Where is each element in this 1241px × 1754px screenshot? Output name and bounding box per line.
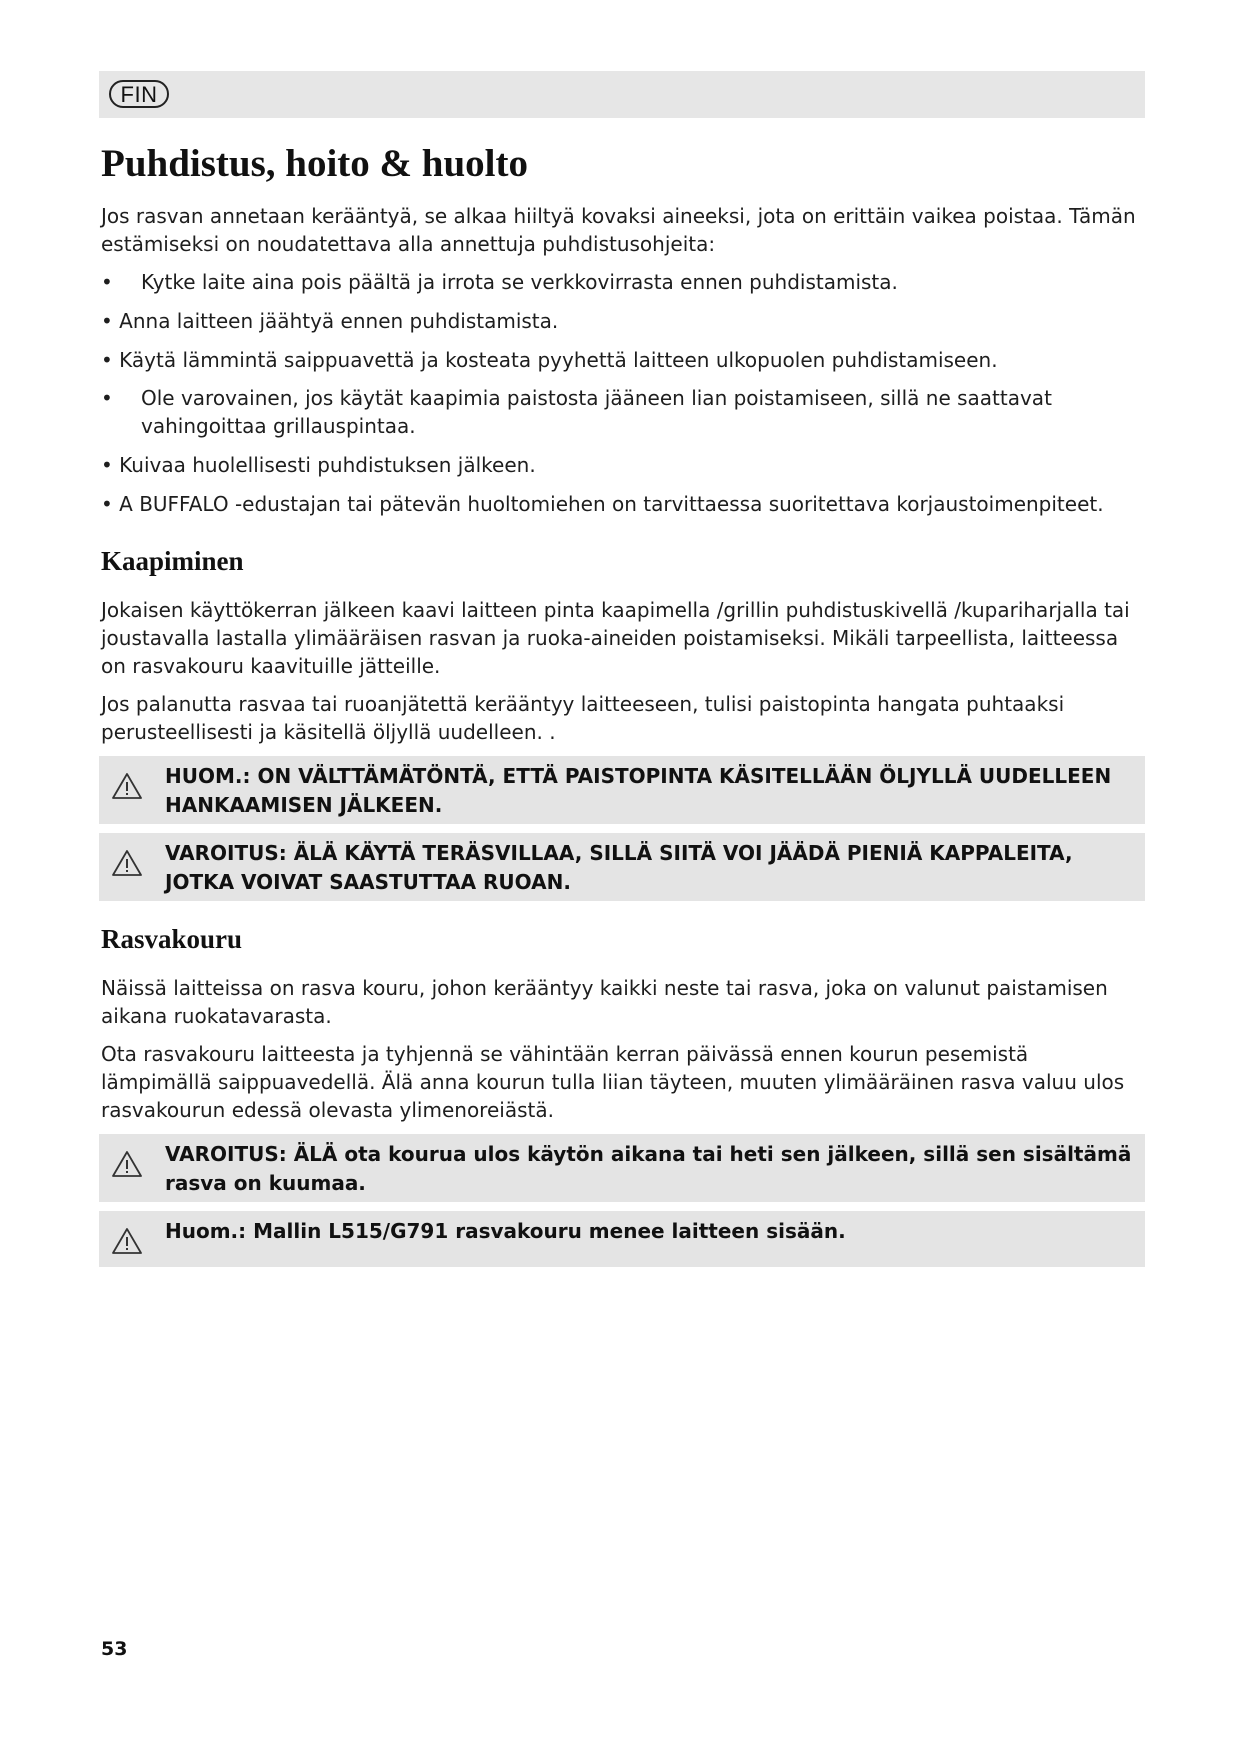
warning-box bbox=[99, 833, 1145, 901]
warning-text: VAROITUS: ÄLÄ KÄYTÄ TERÄSVILLAA, SILLÄ SIITÄ VOI JÄÄDÄ PIENIÄ KAPPALEITA, JOTKA VOIVAT SAASTUTTAA RUOAN. bbox=[165, 841, 1073, 894]
warning-text: VAROITUS: ÄLÄ ota kourua ulos käytön aikana tai heti sen jälkeen, sillä sen sisältämä rasva on kuumaa. bbox=[165, 1142, 1132, 1195]
bullet-item bbox=[101, 490, 1141, 518]
bullet-dot: • bbox=[101, 309, 113, 333]
bullet-text: Ole varovainen, jos käytät kaapimia paistosta jääneen lian poistamiseen, sillä ne saattavat vahingoittaa grillauspintaa. bbox=[141, 386, 1052, 438]
warning-text: HUOM.: ON VÄLTTÄMÄTÖNTÄ, ETTÄ PAISTOPINTA KÄSITELLÄÄN ÖLJYLLÄ UUDELLEEN HANKAAMISEN JÄLKEEN. bbox=[165, 764, 1112, 817]
bullet-text: Anna laitteen jäähtyä ennen puhdistamista. bbox=[119, 309, 559, 333]
warning-box bbox=[99, 756, 1145, 824]
warning-triangle-icon bbox=[111, 772, 143, 800]
section-heading-grease-tray: Rasvakouru bbox=[101, 924, 243, 954]
bullet-item bbox=[101, 307, 1141, 335]
warning-triangle-icon bbox=[111, 1150, 143, 1178]
bullet-dot: • bbox=[101, 492, 113, 516]
scraping-paragraph-2: Jos palanutta rasvaa tai ruoanjätettä kerääntyy laitteeseen, tulisi paistopinta hangata puhtaaksi perusteellisesti ja käsitellä öljyllä uudelleen. . bbox=[101, 692, 1065, 744]
warning-box bbox=[99, 1211, 1145, 1267]
warning-triangle-icon bbox=[111, 1227, 143, 1255]
bullet-dot: • bbox=[101, 270, 113, 294]
bullet-item bbox=[101, 451, 1141, 479]
page-title: Puhdistus, hoito & huolto bbox=[101, 142, 528, 185]
bullet-dot: • bbox=[101, 348, 113, 372]
grease-paragraph-2: Ota rasvakouru laitteesta ja tyhjennä se vähintään kerran päivässä ennen kourun pesemistä lämpimällä saippuavedellä. Älä anna kourun tulla liian täyteen, muuten ylimääräinen rasva valuu ulos rasvakourun edessä olevasta ylimenoreiästä. bbox=[101, 1042, 1125, 1122]
bullet-item bbox=[101, 346, 1141, 374]
bullet-dot: • bbox=[101, 453, 113, 477]
warning-text: Huom.: Mallin L515/G791 rasvakouru menee laitteen sisään. bbox=[165, 1219, 846, 1243]
bullet-text: A BUFFALO -edustajan tai pätevän huoltomiehen on tarvittaessa suoritettava korjaustoimenpiteet. bbox=[119, 492, 1104, 516]
page-number: 53 bbox=[101, 1638, 128, 1660]
language-badge: FIN bbox=[109, 80, 169, 108]
bullet-dot: • bbox=[101, 386, 113, 410]
bullet-item bbox=[101, 268, 1141, 296]
section-heading-scraping: Kaapiminen bbox=[101, 546, 244, 576]
bullet-text: Kuivaa huolellisesti puhdistuksen jälkeen. bbox=[119, 453, 536, 477]
warning-triangle-icon bbox=[111, 849, 143, 877]
scraping-paragraph-1: Jokaisen käyttökerran jälkeen kaavi laitteen pinta kaapimella /grillin puhdistuskivellä /kupariharjalla tai joustavalla lastalla ylimääräisen rasvan ja ruoka-aineiden poistamiseksi. Mikäli tarpeellista, laitteessa on rasvakouru kaavituille jätteille. bbox=[101, 598, 1130, 678]
warning-box bbox=[99, 1134, 1145, 1202]
grease-paragraph-1: Näissä laitteissa on rasva kouru, johon kerääntyy kaikki neste tai rasva, joka on valunut paistamisen aikana ruokatavarasta. bbox=[101, 976, 1108, 1028]
bullet-item bbox=[101, 384, 1141, 440]
intro-paragraph: Jos rasvan annetaan kerääntyä, se alkaa hiiltyä kovaksi aineeksi, jota on erittäin vaikea poistaa. Tämän estämiseksi on noudatettava alla annettuja puhdistusohjeita: bbox=[101, 204, 1136, 256]
bullet-text: Kytke laite aina pois päältä ja irrota se verkkovirrasta ennen puhdistamista. bbox=[141, 270, 898, 294]
bullet-text: Käytä lämmintä saippuavettä ja kosteata pyyhettä laitteen ulkopuolen puhdistamiseen. bbox=[119, 348, 998, 372]
language-header-bar bbox=[99, 71, 1145, 118]
